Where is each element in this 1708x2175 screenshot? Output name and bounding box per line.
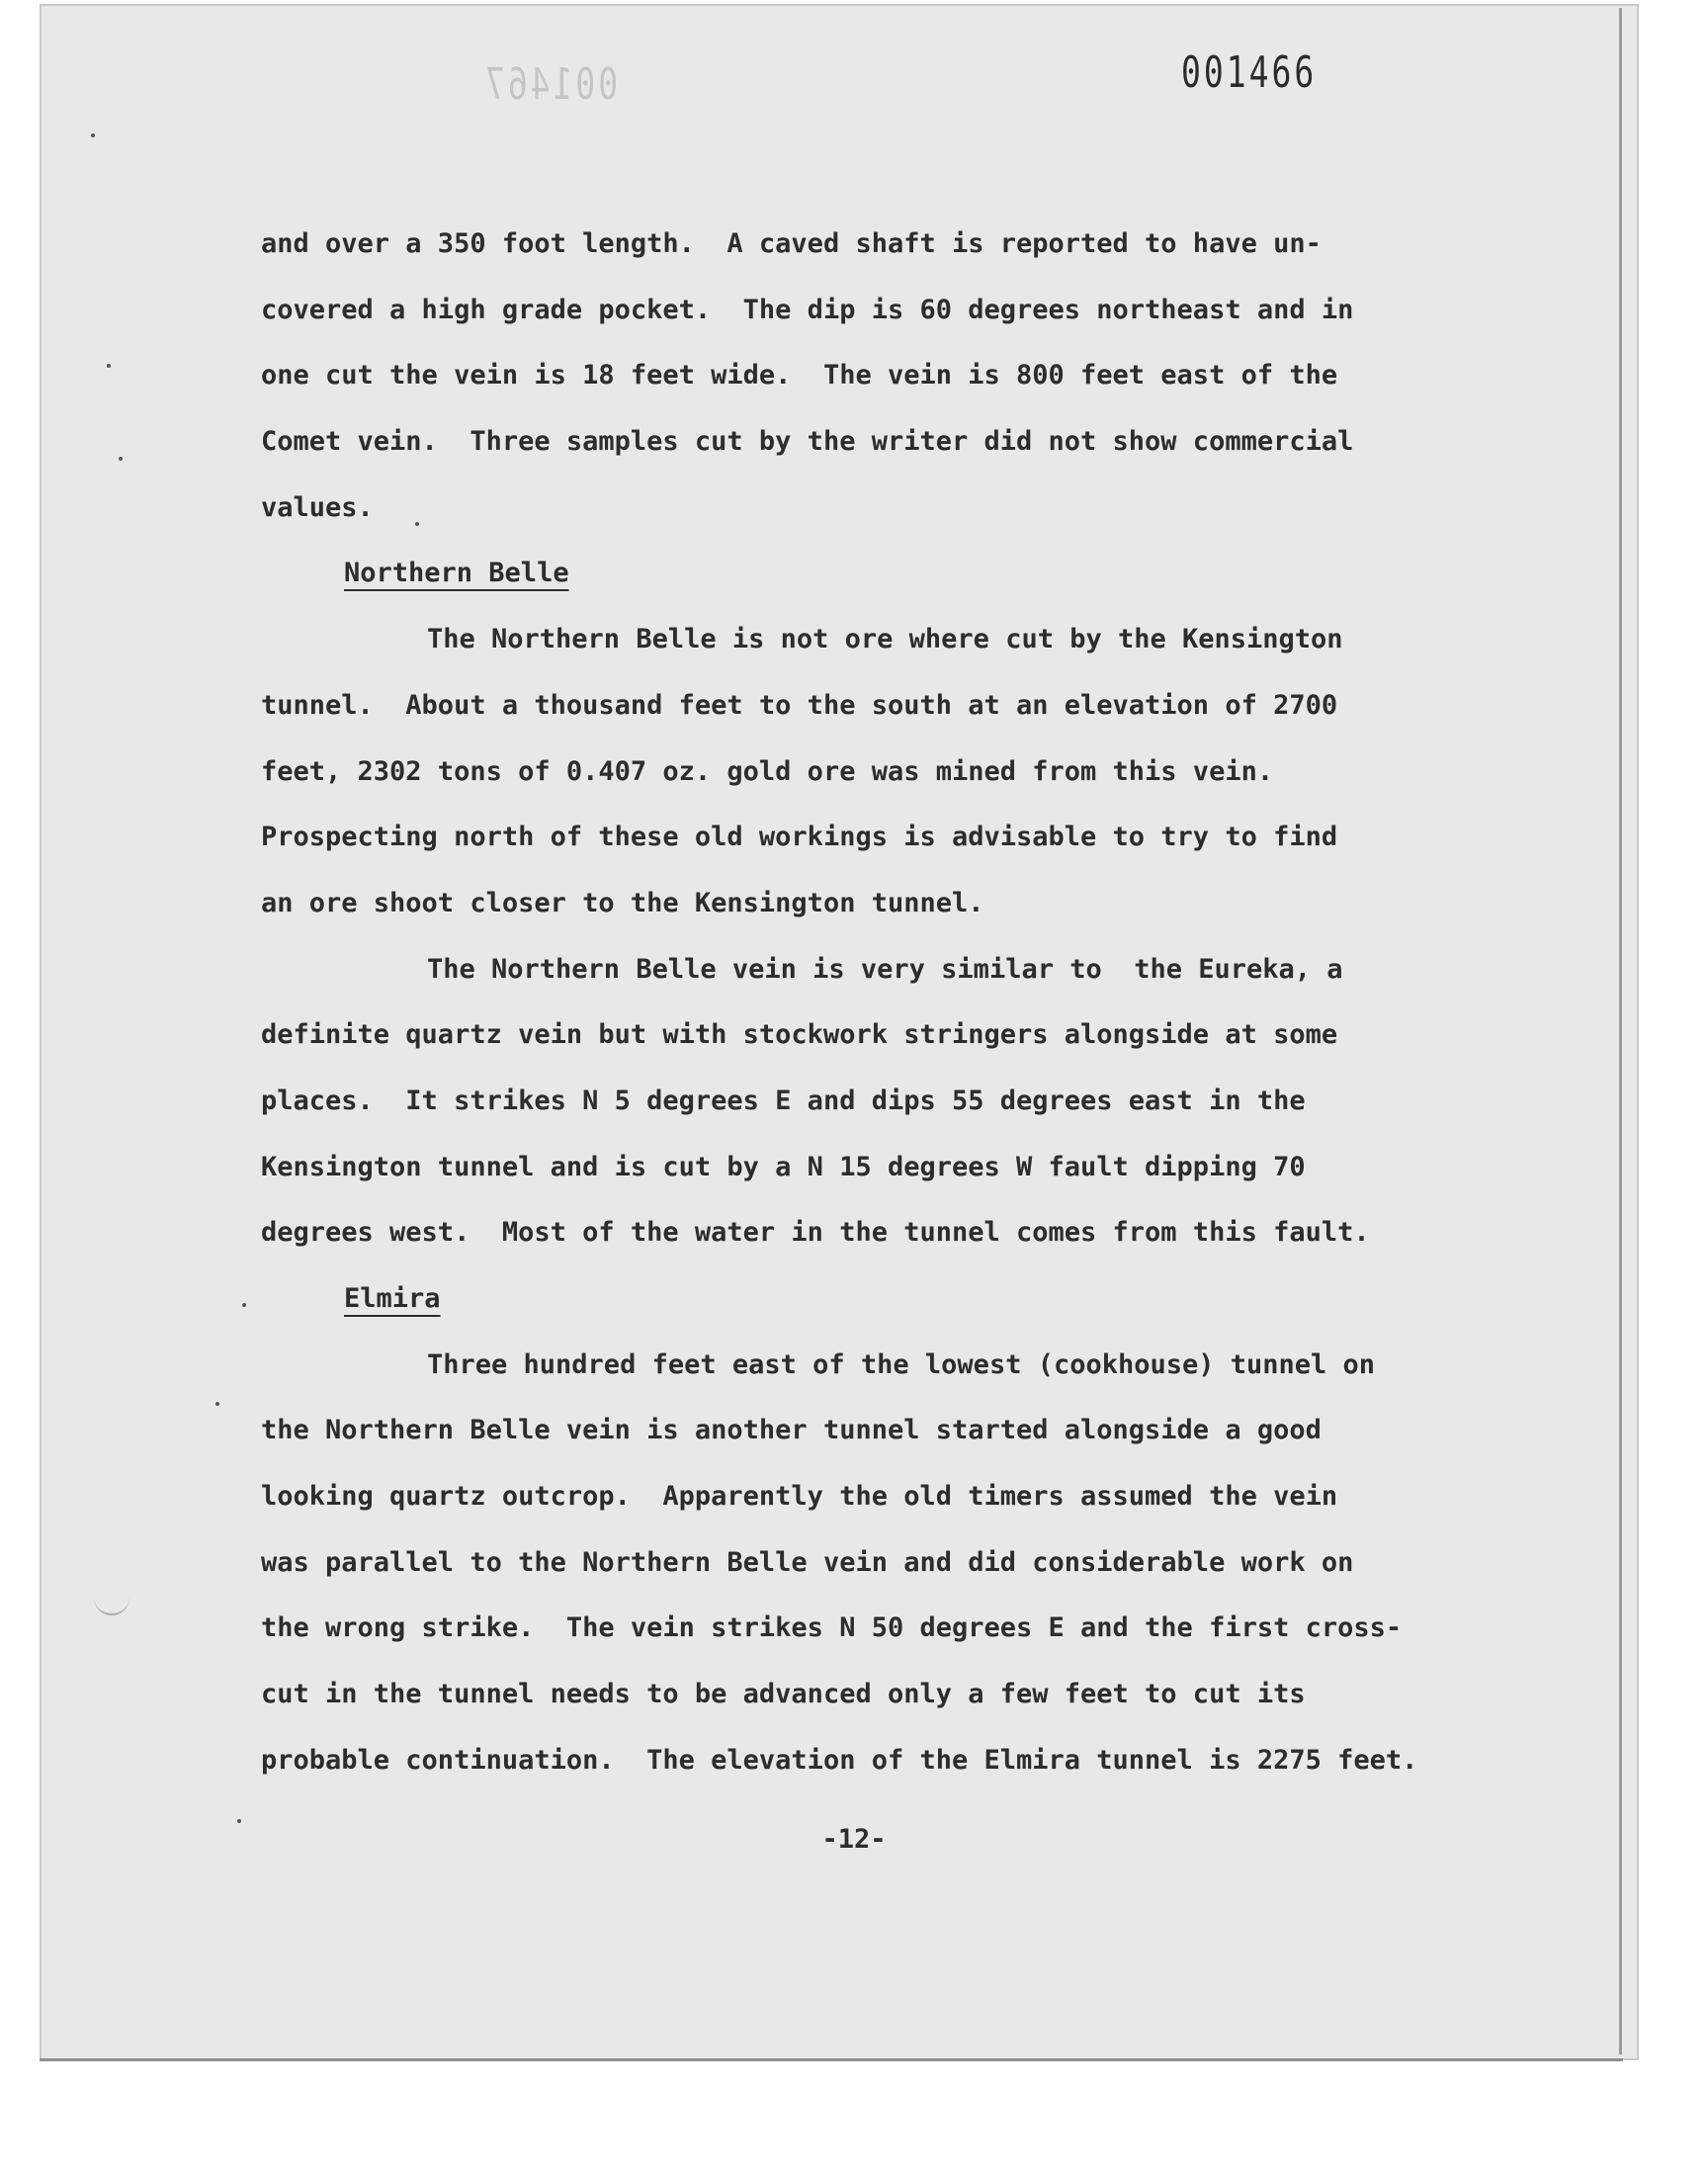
section-heading	[261, 1266, 1487, 1333]
text-line: places. It strikes N 5 degrees E and dips 55 degrees east in the	[261, 1085, 1306, 1116]
scan-speck	[119, 457, 123, 461]
text-line: the Northern Belle vein is another tunnel started alongside a good	[261, 1415, 1322, 1446]
section-heading-label: Elmira	[344, 1283, 441, 1314]
text-line: the wrong strike. The vein strikes N 50 degrees E and the first cross-	[261, 1612, 1403, 1644]
text-line: Prospecting north of these old workings is advisable to try to find	[261, 822, 1338, 853]
text-line: degrees west. Most of the water in the tunnel comes from this fault.	[261, 1217, 1370, 1249]
document-body	[261, 212, 1487, 1794]
scan-speck	[91, 133, 95, 137]
text-line: and over a 350 foot length. A caved shaft is reported to have un-	[261, 228, 1322, 259]
scan-speck	[107, 364, 111, 368]
scan-speck	[415, 522, 419, 526]
text-line: looking quartz outcrop. Apparently the old timers assumed the vein	[261, 1481, 1338, 1513]
text-line: The Northern Belle is not ore where cut by the Kensington	[427, 624, 1343, 655]
section-heading	[261, 541, 1487, 607]
text-line: definite quartz vein but with stockwork stringers alongside at some	[261, 1019, 1338, 1051]
text-line: The Northern Belle vein is very similar to the Eureka, a	[427, 953, 1343, 985]
page-number: -12-	[821, 1824, 887, 1855]
scan-speck	[237, 1819, 241, 1823]
text-line: an ore shoot closer to the Kensington tunnel.	[261, 887, 984, 918]
scan-speck	[242, 1303, 246, 1307]
text-line: Comet vein. Three samples cut by the writer did not show commercial	[261, 426, 1354, 458]
document-stamp-number: 001466	[1181, 47, 1318, 98]
text-line: probable continuation. The elevation of the Elmira tunnel is 2275 feet.	[261, 1744, 1418, 1776]
text-line: feet, 2302 tons of 0.407 oz. gold ore was mined from this vein.	[261, 755, 1274, 787]
text-line: was parallel to the Northern Belle vein and did considerable work on	[261, 1546, 1354, 1578]
text-line: cut in the tunnel needs to be advanced only a few feet to cut its	[261, 1679, 1306, 1710]
scan-speck	[215, 1402, 219, 1406]
text-line: Three hundred feet east of the lowest (cookhouse) tunnel on	[427, 1348, 1376, 1380]
text-line: one cut the vein is 18 feet wide. The vein is 800 feet east of the	[261, 360, 1338, 392]
text-line: Kensington tunnel and is cut by a N 15 degrees W fault dipping 70	[261, 1151, 1306, 1182]
page-edge-right	[1619, 8, 1622, 2054]
page-edge-bottom	[40, 2058, 1623, 2061]
bleed-through-number: 001467	[481, 59, 619, 110]
text-line: values.	[261, 491, 374, 523]
section-heading-label: Northern Belle	[344, 558, 569, 589]
text-line: covered a high grade pocket. The dip is 60 degrees northeast and in	[261, 294, 1354, 325]
text-line: tunnel. About a thousand feet to the south at an elevation of 2700	[261, 689, 1338, 721]
